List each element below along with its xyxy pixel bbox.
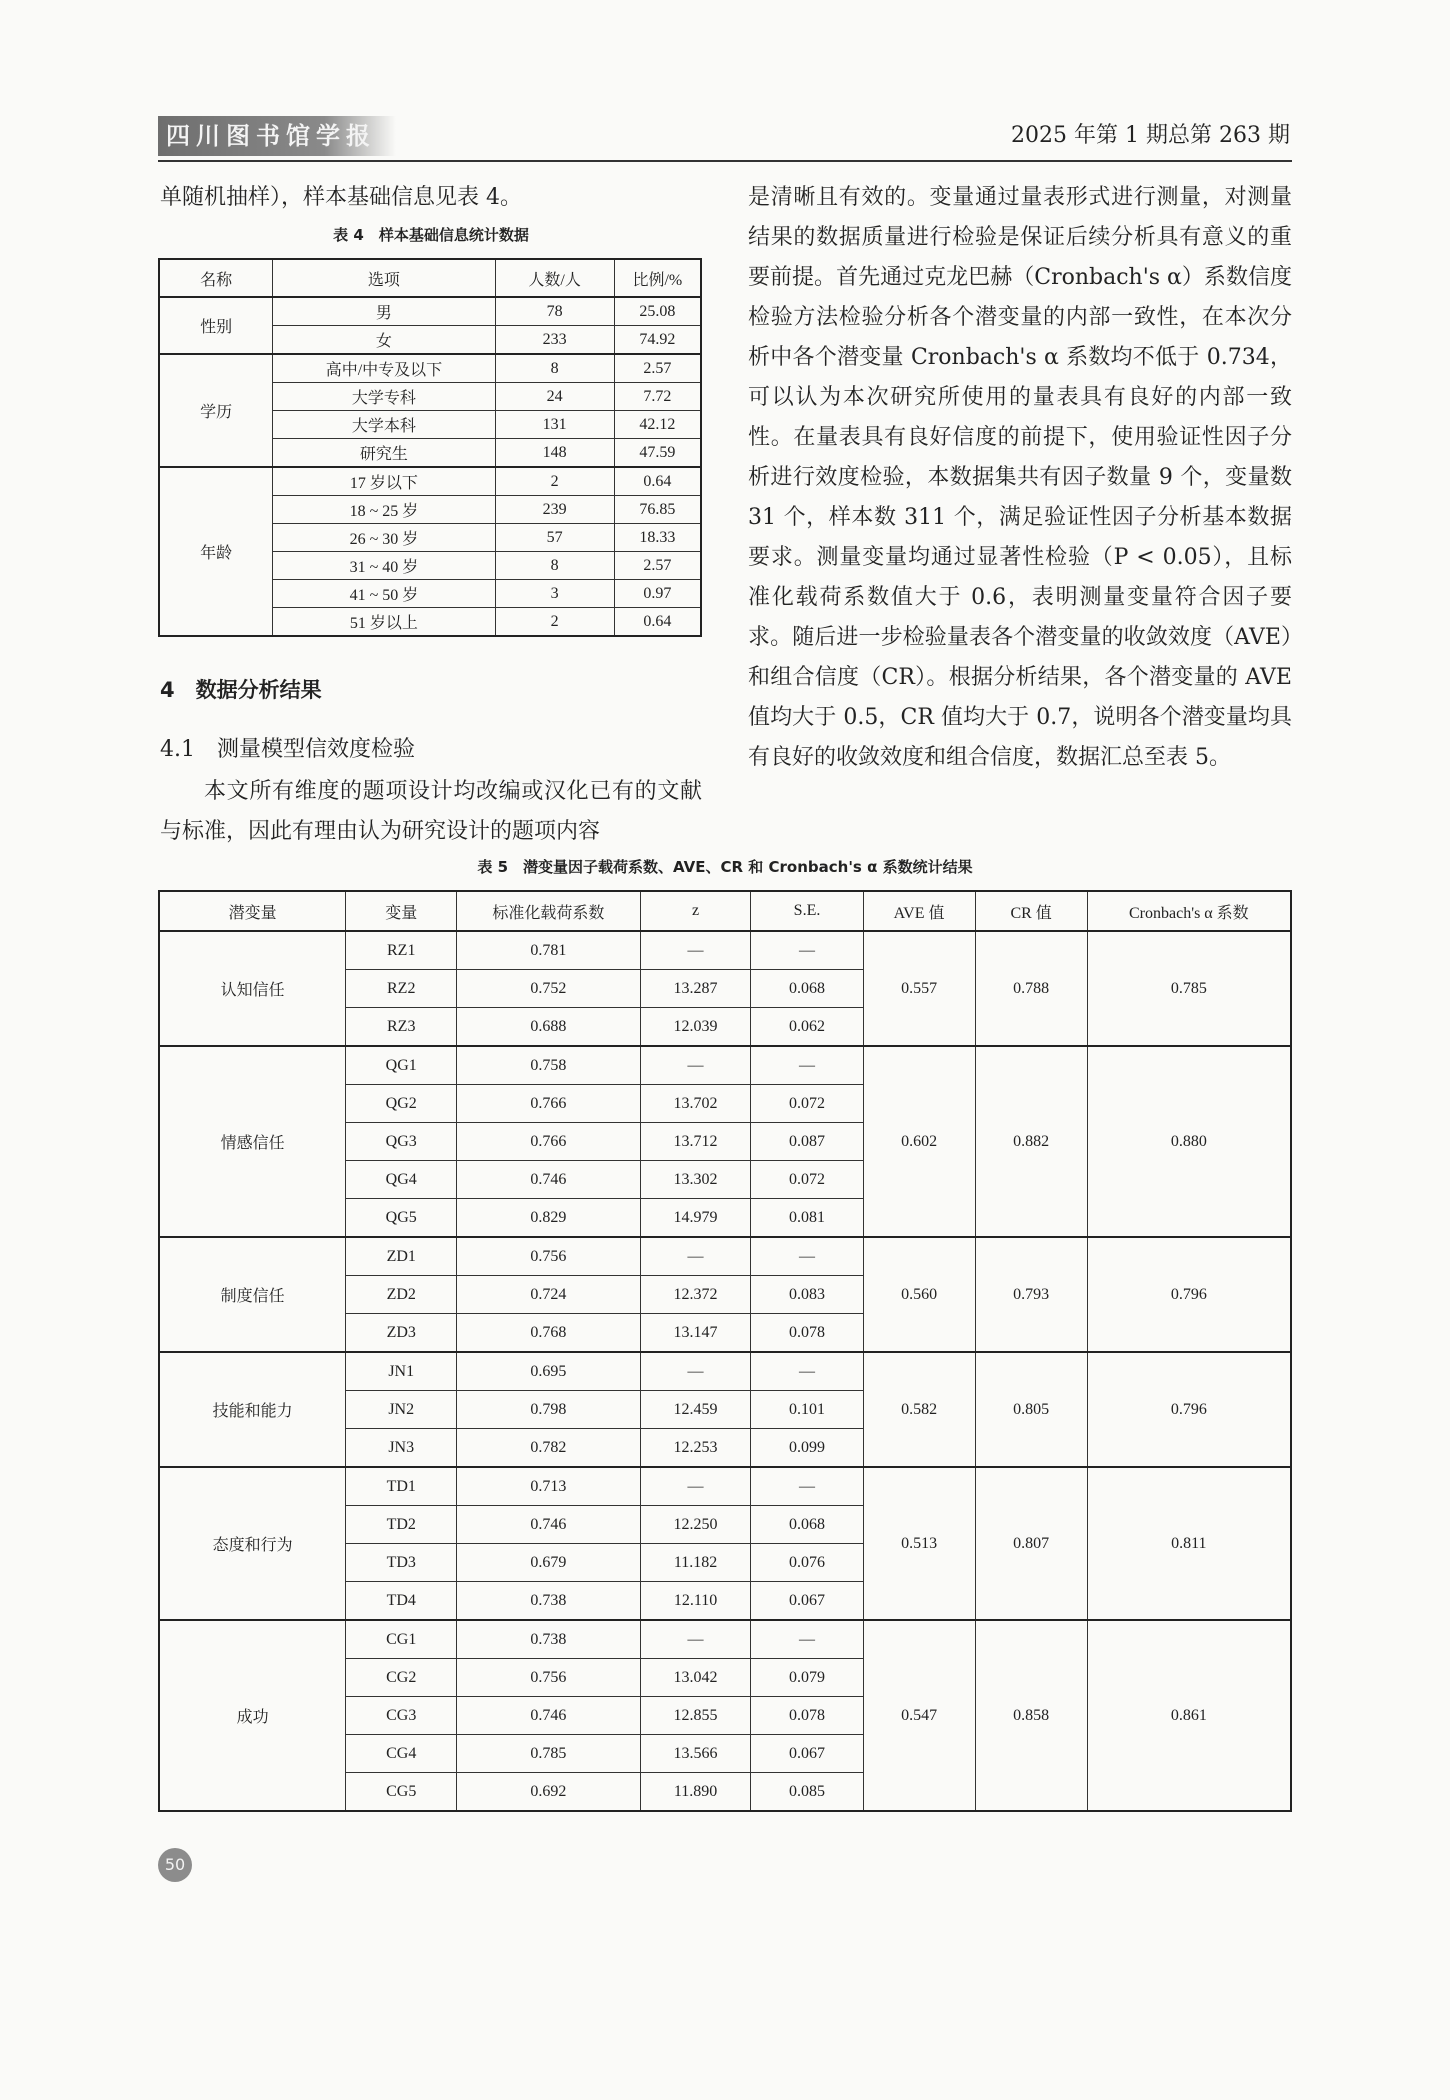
table4-cell: 7.72 [614, 383, 701, 411]
table5-cell: 0.758 [457, 1046, 640, 1085]
table5-cell: CG1 [346, 1620, 457, 1659]
table5-cell: 11.182 [640, 1544, 751, 1582]
table5-cell: 11.890 [640, 1773, 751, 1812]
table5-cell: 0.068 [751, 1506, 863, 1544]
table5-cell: RZ2 [346, 970, 457, 1008]
table5-ave: 0.582 [863, 1352, 975, 1467]
table5-cell: 13.287 [640, 970, 751, 1008]
body-paragraph-right: 是清晰且有效的。变量通过量表形式进行测量，对测量结果的数据质量进行检验是保证后续分析具有意义的重要前提。首先通过克龙巴赫（Cronbach's α）系数信度检验方法检验分析各个潜变量的内部一致性，在本次分析中各个潜变量 Cronbach's α 系数均不低于 0.734，可以认为本次研究所使用的量表具有良好的内部一致性。在量表具有良好信度的前提下，使用验证性因子分析进行效度检验，本数据集共有因子数量 9 个，变量数 31 个，样本数 311 个，满足验证性因子分析基本数据要求。测量变量均通过显著性检验（P < 0.05），且标准化载荷系数值大于 0.6，表明测量变量符合因子要求。随后进一步检验量表各个潜变量的收敛效度（AVE）和组合信度（CR）。根据分析结果，各个潜变量的 AVE 值均大于 0.5，CR 值均大于 0.7，说明各个潜变量均具有良好的收敛效度和组合信度，数据汇总至表 5。 [748, 185, 1292, 770]
table4-cell: 研究生 [273, 439, 495, 468]
table5-cell: 0.785 [457, 1735, 640, 1773]
table5-row [159, 1046, 1291, 1085]
table4-cell: 0.64 [614, 608, 701, 637]
table4-cell: 18 ~ 25 岁 [273, 496, 495, 524]
table5-alpha: 0.861 [1087, 1620, 1291, 1811]
table4-cell: 男 [273, 297, 495, 326]
table4-header-cell: 比例/% [614, 259, 701, 297]
table5-cell: 13.147 [640, 1314, 751, 1353]
table5-cell: 0.076 [751, 1544, 863, 1582]
table5-cell: QG4 [346, 1161, 457, 1199]
table5-cell: — [751, 1237, 863, 1276]
table5-cell: 0.087 [751, 1123, 863, 1161]
table4-cell: 31 ~ 40 岁 [273, 552, 495, 580]
table5-cell: 13.702 [640, 1085, 751, 1123]
table5-cell: — [751, 1046, 863, 1085]
table5-cell: 12.250 [640, 1506, 751, 1544]
table5-cell: — [640, 931, 751, 970]
table5-alpha: 0.811 [1087, 1467, 1291, 1620]
table5-header-cell: 潜变量 [159, 891, 346, 931]
table5-cell: 12.372 [640, 1276, 751, 1314]
table5-cell: 12.855 [640, 1697, 751, 1735]
journal-title: 四川图书馆学报 [158, 116, 396, 156]
table4-cell: 24 [495, 383, 614, 411]
table4-header-cell: 人数/人 [495, 259, 614, 297]
table5-cell: 0.068 [751, 970, 863, 1008]
table4-cell: 47.59 [614, 439, 701, 468]
table5-cell: 0.756 [457, 1237, 640, 1276]
table5-cell: ZD3 [346, 1314, 457, 1353]
table5-cell: 12.110 [640, 1582, 751, 1621]
table4-cell: 57 [495, 524, 614, 552]
table5-cell: QG5 [346, 1199, 457, 1238]
table5-header-cell: 变量 [346, 891, 457, 931]
table4 [158, 258, 702, 637]
table5-cell: QG2 [346, 1085, 457, 1123]
table5-cell: TD3 [346, 1544, 457, 1582]
table5-cell: 12.039 [640, 1008, 751, 1047]
table5-cell: 0.782 [457, 1429, 640, 1468]
table4-cell: 高中/中专及以下 [273, 354, 495, 383]
table5-row [159, 1620, 1291, 1659]
table5-cell: JN3 [346, 1429, 457, 1468]
table5-cell: 0.679 [457, 1544, 640, 1582]
body-paragraph-left: 本文所有维度的题项设计均改编或汉化已有的文献与标准，因此有理由认为研究设计的题项内容 [160, 779, 702, 844]
table4-cell: 大学专科 [273, 383, 495, 411]
table4-cell: 25.08 [614, 297, 701, 326]
table4-caption: 表 4 样本基础信息统计数据 [333, 226, 529, 244]
table5-cell: 0.713 [457, 1467, 640, 1506]
table5-cell: CG3 [346, 1697, 457, 1735]
table5-cell: 0.738 [457, 1620, 640, 1659]
table5-cell: 0.781 [457, 931, 640, 970]
table5-alpha: 0.796 [1087, 1237, 1291, 1352]
table5-cell: 0.067 [751, 1735, 863, 1773]
table4-cell: 0.64 [614, 467, 701, 496]
table5-alpha: 0.796 [1087, 1352, 1291, 1467]
table5-row [159, 931, 1291, 970]
table5-header-cell: Cronbach's α 系数 [1087, 891, 1291, 931]
table5-cell: 0.746 [457, 1697, 640, 1735]
table5-cell: 0.083 [751, 1276, 863, 1314]
table4-header-cell: 选项 [273, 259, 495, 297]
table5-alpha: 0.880 [1087, 1046, 1291, 1237]
table4-cell: 41 ~ 50 岁 [273, 580, 495, 608]
table5-cell: 12.253 [640, 1429, 751, 1468]
table4-cell: 233 [495, 326, 614, 355]
table5-cr: 0.793 [975, 1237, 1087, 1352]
table5-cell: 0.101 [751, 1391, 863, 1429]
table5-cell: — [751, 1467, 863, 1506]
page-number: 50 [158, 1848, 192, 1882]
table4-cell: 76.85 [614, 496, 701, 524]
table5-cell: TD2 [346, 1506, 457, 1544]
table5-cell: — [751, 1620, 863, 1659]
table5-cell: 0.692 [457, 1773, 640, 1812]
table5-header-cell: S.E. [751, 891, 863, 931]
table4-cell: 26 ~ 30 岁 [273, 524, 495, 552]
table5-cr: 0.807 [975, 1467, 1087, 1620]
table4-header-cell: 名称 [159, 259, 273, 297]
table5-latent-variable: 态度和行为 [159, 1467, 346, 1620]
table4-row [159, 467, 701, 496]
table5-cell: 0.756 [457, 1659, 640, 1697]
table4-cell: 0.97 [614, 580, 701, 608]
table5-cell: ZD1 [346, 1237, 457, 1276]
table5-cell: QG1 [346, 1046, 457, 1085]
table5-cell: 12.459 [640, 1391, 751, 1429]
table4-cell: 3 [495, 580, 614, 608]
table5-cell: 0.085 [751, 1773, 863, 1812]
table5-cell: 0.079 [751, 1659, 863, 1697]
table5-cell: 0.695 [457, 1352, 640, 1391]
table5-cell: TD4 [346, 1582, 457, 1621]
table5-cell: 0.072 [751, 1161, 863, 1199]
table5-cell: 0.099 [751, 1429, 863, 1468]
table4-cell: 8 [495, 552, 614, 580]
table5-cell: 0.081 [751, 1199, 863, 1238]
table5-ave: 0.547 [863, 1620, 975, 1811]
table5-cell: — [640, 1352, 751, 1391]
table5-cell: CG4 [346, 1735, 457, 1773]
table5-cell: JN2 [346, 1391, 457, 1429]
table4-cell: 8 [495, 354, 614, 383]
table4-cell: 2 [495, 608, 614, 637]
table5-header-cell: CR 值 [975, 891, 1087, 931]
table5-row [159, 1467, 1291, 1506]
table4-row [159, 297, 701, 326]
table5-cell: — [751, 1352, 863, 1391]
header-rule [158, 160, 1292, 162]
table4-cell: 239 [495, 496, 614, 524]
table4-cell: 2 [495, 467, 614, 496]
table5-latent-variable: 技能和能力 [159, 1352, 346, 1467]
table5-cell: TD1 [346, 1467, 457, 1506]
table5-cell: RZ3 [346, 1008, 457, 1047]
table5-cr: 0.805 [975, 1352, 1087, 1467]
table4-cell: 17 岁以下 [273, 467, 495, 496]
table5-cell: 0.746 [457, 1506, 640, 1544]
table5-row [159, 1237, 1291, 1276]
table5-latent-variable: 制度信任 [159, 1237, 346, 1352]
table5-cell: — [640, 1046, 751, 1085]
table5-cell: 0.688 [457, 1008, 640, 1047]
table5-cell: 0.072 [751, 1085, 863, 1123]
issue-label: 2025 年第 1 期总第 263 期 [1011, 123, 1290, 148]
table5-cell: JN1 [346, 1352, 457, 1391]
table5-cell: 0.829 [457, 1199, 640, 1238]
table4-cell: 51 岁以上 [273, 608, 495, 637]
table4-header-row [159, 259, 701, 297]
table5-cell: 13.566 [640, 1735, 751, 1773]
table5-cell: RZ1 [346, 931, 457, 970]
table5-cell: QG3 [346, 1123, 457, 1161]
table4-group-name: 学历 [159, 354, 273, 467]
table5-header-row [159, 891, 1291, 931]
table5-cr: 0.882 [975, 1046, 1087, 1237]
table4-cell: 131 [495, 411, 614, 439]
table4-cell: 2.57 [614, 354, 701, 383]
table4-cell: 78 [495, 297, 614, 326]
table5-cell: — [640, 1467, 751, 1506]
table5-header-cell: AVE 值 [863, 891, 975, 931]
table5-cell: — [751, 931, 863, 970]
table4-cell: 女 [273, 326, 495, 355]
table5-latent-variable: 情感信任 [159, 1046, 346, 1237]
table5-cell: 0.798 [457, 1391, 640, 1429]
table5-latent-variable: 认知信任 [159, 931, 346, 1046]
table5-cr: 0.788 [975, 931, 1087, 1046]
table5-latent-variable: 成功 [159, 1620, 346, 1811]
table5-cell: 0.724 [457, 1276, 640, 1314]
table5-ave: 0.513 [863, 1467, 975, 1620]
table5-caption: 表 5 潜变量因子载荷系数、AVE、CR 和 Cronbach's α 系数统计结果 [477, 858, 973, 876]
table5-row [159, 1352, 1291, 1391]
table5-cell: CG5 [346, 1773, 457, 1812]
table4-group-name: 年龄 [159, 467, 273, 636]
table5 [158, 890, 1292, 1812]
table5-cell: 0.067 [751, 1582, 863, 1621]
table5-cell: 0.078 [751, 1314, 863, 1353]
table4-cell: 18.33 [614, 524, 701, 552]
table5-cell: 0.062 [751, 1008, 863, 1047]
table5-alpha: 0.785 [1087, 931, 1291, 1046]
table5-cr: 0.858 [975, 1620, 1087, 1811]
section-heading: 4 数据分析结果 [160, 678, 322, 702]
table5-cell: 0.078 [751, 1697, 863, 1735]
table5-cell: 0.738 [457, 1582, 640, 1621]
table5-cell: — [640, 1620, 751, 1659]
table5-header-cell: 标准化载荷系数 [457, 891, 640, 931]
table4-cell: 2.57 [614, 552, 701, 580]
table5-ave: 0.602 [863, 1046, 975, 1237]
table4-group-name: 性别 [159, 297, 273, 354]
table5-cell: 14.979 [640, 1199, 751, 1238]
table4-cell: 74.92 [614, 326, 701, 355]
table5-ave: 0.560 [863, 1237, 975, 1352]
table5-cell: 0.766 [457, 1085, 640, 1123]
table5-cell: 0.766 [457, 1123, 640, 1161]
table5-cell: CG2 [346, 1659, 457, 1697]
table4-cell: 42.12 [614, 411, 701, 439]
table5-cell: 0.768 [457, 1314, 640, 1353]
table5-cell: 13.712 [640, 1123, 751, 1161]
subsection-heading: 4.1 测量模型信效度检验 [160, 737, 415, 762]
table5-cell: — [640, 1237, 751, 1276]
table5-ave: 0.557 [863, 931, 975, 1046]
table4-cell: 大学本科 [273, 411, 495, 439]
table4-cell: 148 [495, 439, 614, 468]
lead-text: 单随机抽样），样本基础信息见表 4。 [160, 185, 522, 210]
table5-cell: ZD2 [346, 1276, 457, 1314]
table4-row [159, 354, 701, 383]
table5-header-cell: z [640, 891, 751, 931]
table5-cell: 0.752 [457, 970, 640, 1008]
table5-cell: 13.042 [640, 1659, 751, 1697]
table5-cell: 13.302 [640, 1161, 751, 1199]
table5-cell: 0.746 [457, 1161, 640, 1199]
